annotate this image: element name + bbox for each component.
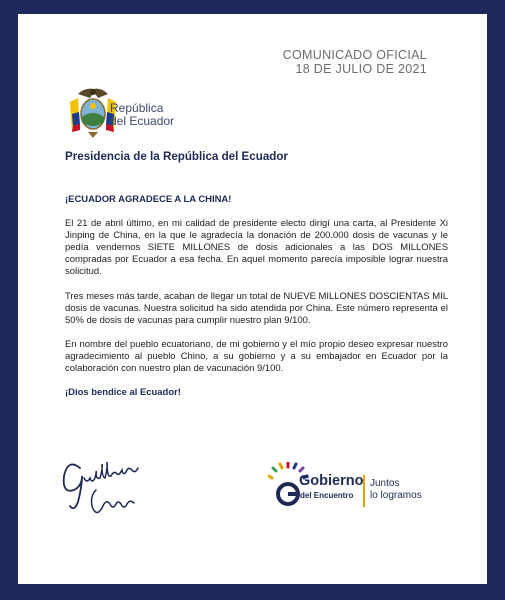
letter-paragraph-2: Tres meses más tarde, acaban de llegar un total de NUEVE MILLONES DOSCIENTAS MIL dosis de vacunas. Nuestra solicitud ha sido atendida por China. Este número representa el 50% de dosis de vacunas para cumplir nuestro plan 9/100.	[65, 290, 448, 326]
slogan-line-1: Juntos	[370, 478, 400, 489]
gobierno-del-encuentro-logo-icon	[268, 462, 468, 514]
handwritten-signature	[60, 446, 170, 526]
header-title: COMUNICADO OFICIAL	[282, 48, 427, 62]
header-date: 18 DE JULIO DE 2021	[295, 62, 427, 76]
letter-paragraph-3: En nombre del pueblo ecuatoriano, de mi gobierno y el mío propio deseo expresar nuestro agradecimiento al pueblo Chino, a su gobierno y a su embajador en Ecuador por la colaboración con nuestro plan de vacunación 9/100.	[65, 338, 448, 375]
presidencia-title: Presidencia de la República del Ecuador	[65, 150, 288, 163]
letter-heading: ¡ECUADOR AGRADECE A LA CHINA!	[65, 194, 232, 205]
document-header	[283, 48, 427, 76]
logo-line-2: del Ecuador	[110, 114, 175, 128]
gobierno-title: Gobierno	[299, 473, 364, 489]
gobierno-slogan	[370, 478, 422, 502]
logo-line-1: República	[110, 101, 164, 115]
gobierno-subtitle: del Encuentro	[300, 491, 354, 500]
document-sheet	[18, 14, 487, 584]
letter-paragraph-1: El 21 de abril último, en mi calidad de presidente electo dirigí una carta, al Presidente Xi Jinping de China, en la que le agradecía la donación de 200.000 dosis de vacunas y le pedía vendernos SIETE MILLONES de dosis adicionales a las DOS MILLONES compradas por Ecuador a esa fecha. En aquel momento parecía imposible lograr nuestra solicitud.	[65, 218, 448, 278]
republica-logo-text	[110, 102, 174, 128]
letter-closing: ¡Dios bendice al Ecuador!	[65, 387, 181, 399]
letter-body	[65, 194, 448, 411]
slogan-line-2: lo logramos	[370, 490, 422, 501]
gobierno-divider	[363, 475, 365, 507]
